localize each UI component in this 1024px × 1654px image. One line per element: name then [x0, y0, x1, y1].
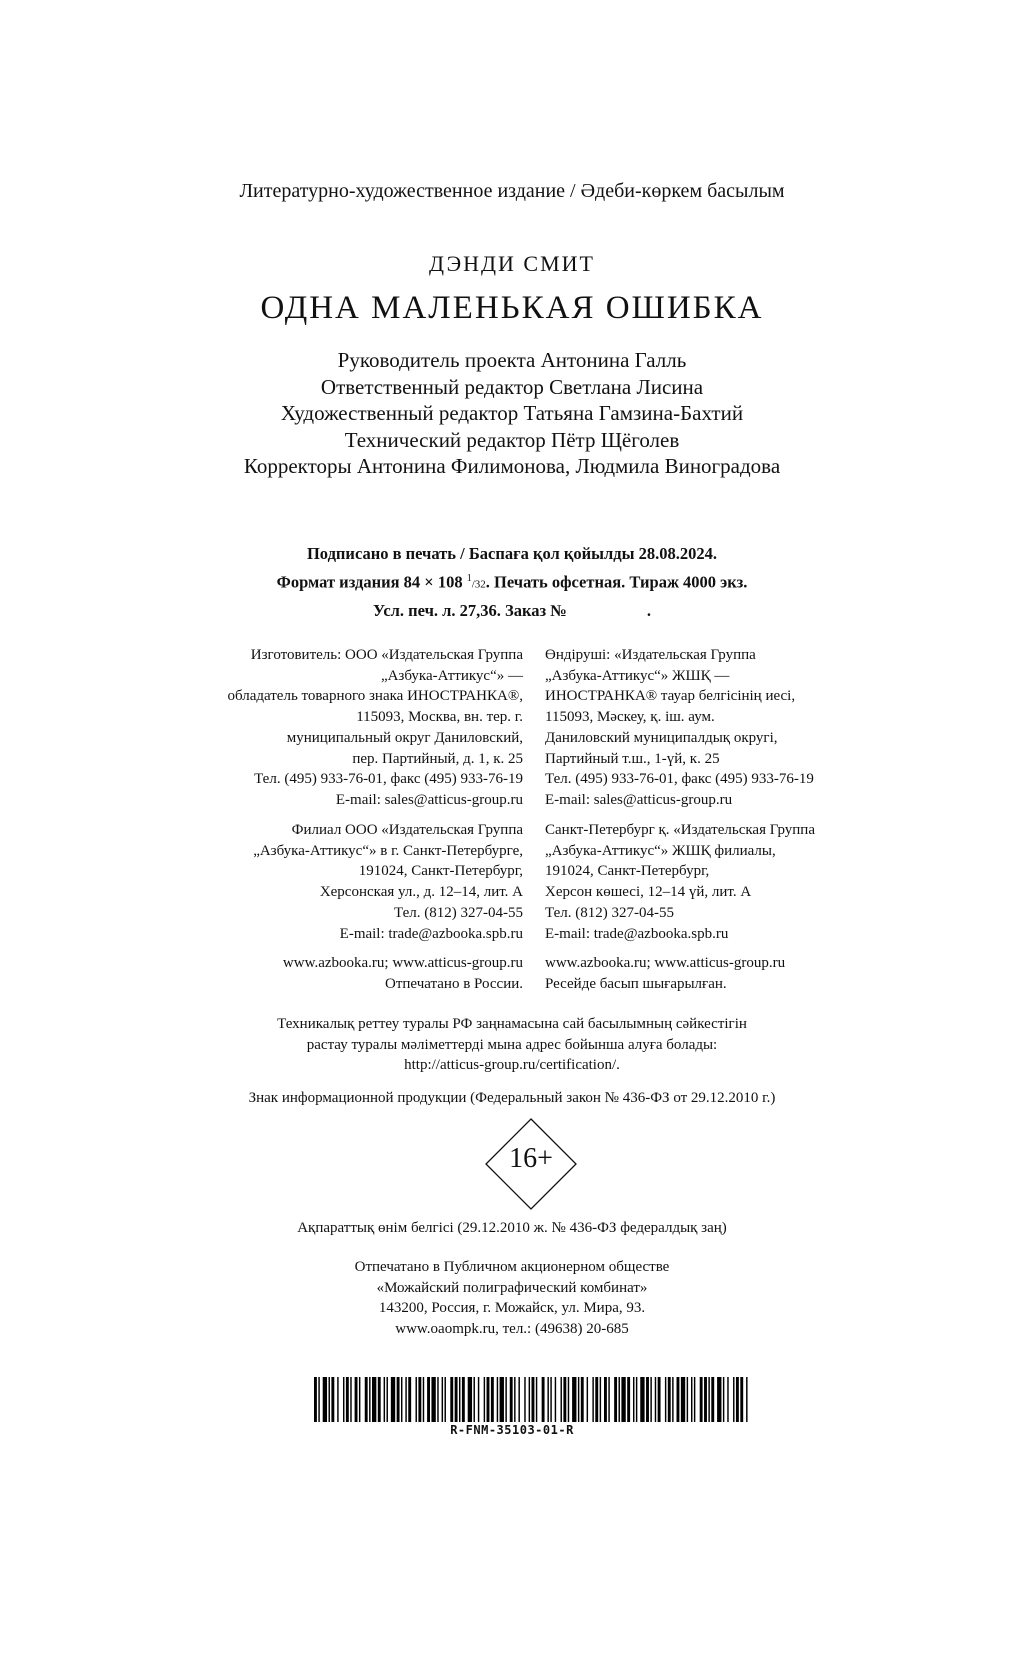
barcode-bar	[378, 1377, 381, 1422]
barcode-bar	[592, 1377, 593, 1422]
barcode-bar	[323, 1377, 327, 1422]
barcode-bar	[427, 1377, 430, 1422]
barcode-bar	[343, 1377, 344, 1422]
barcode-bar	[524, 1377, 525, 1422]
text-line: Ресейде басып шығарылған.	[545, 975, 727, 992]
barcode-bar	[391, 1377, 395, 1422]
text-line: E-mail: sales@atticus-group.ru	[335, 791, 523, 808]
barcode-bar	[314, 1377, 317, 1422]
barcode-bar	[727, 1377, 728, 1422]
barcode-bar	[462, 1377, 465, 1422]
barcode-bar	[633, 1377, 634, 1422]
text-line: Партийный т.ш., 1-үй, к. 25	[545, 750, 720, 767]
barcode-bar	[355, 1377, 358, 1422]
text-line: E-mail: trade@azbooka.spb.ru	[545, 925, 729, 942]
barcode-bar	[478, 1377, 479, 1422]
barcode-bar	[542, 1377, 545, 1422]
text-line: Тел. (812) 327-04-55	[545, 904, 674, 921]
barcode-bar	[387, 1377, 388, 1422]
text-line: „Азбука-Аттикус“» в г. Санкт-Петербурге,	[253, 842, 523, 859]
barcode-bar	[600, 1377, 601, 1422]
barcode-bar	[550, 1377, 551, 1422]
text-line: Херсон көшесі, 12–14 үй, лит. А	[545, 884, 752, 901]
barcode-bar	[500, 1377, 504, 1422]
barcode-bar	[621, 1377, 625, 1422]
text-line: „Азбука-Аттикус“» ЖШҚ филиалы,	[545, 842, 776, 859]
barcode-bar	[646, 1377, 649, 1422]
text-line: 191024, Санкт-Петербург,	[358, 863, 523, 880]
text-line: Өндіруші: «Издательская Группа	[545, 647, 756, 663]
barcode-bar	[636, 1377, 637, 1422]
barcode-bar	[711, 1377, 714, 1422]
barcode-bar	[329, 1377, 330, 1422]
text-line: 115093, Мәскеу, қ. іш. аум.	[545, 709, 715, 726]
barcode-bar	[468, 1377, 472, 1422]
print-info	[0, 541, 1024, 623]
printer-info	[0, 1257, 1024, 1340]
barcode-bar	[736, 1377, 739, 1422]
format-sup: 1	[466, 573, 472, 584]
text-line: Тел. (495) 933-76-01, факс (495) 933-76-19	[254, 771, 523, 788]
text-line: 191024, Санкт-Петербург,	[545, 863, 710, 880]
barcode-bar	[668, 1377, 671, 1422]
info-product-sign: Знак информационной продукции (Федеральный закон № 436-ФЗ от 29.12.2010 г.)	[248, 1090, 776, 1106]
barcode-bar	[318, 1377, 319, 1422]
barcode-bar	[746, 1377, 747, 1422]
text-line: Тел. (812) 327-04-55	[394, 904, 523, 921]
branch-kz	[545, 820, 815, 944]
text-line: растау туралы мәліметтерді мына адрес бойынша алуға болады:	[306, 1036, 718, 1053]
barcode-bar	[423, 1377, 424, 1422]
barcode-bar	[408, 1377, 411, 1422]
barcode-bar	[547, 1377, 548, 1422]
text-line: Изготовитель: ООО «Издательская Группа	[250, 647, 523, 663]
barcode-bar	[532, 1377, 535, 1422]
barcode-bar	[614, 1377, 617, 1422]
text-line: www.azbooka.ru; www.atticus-group.ru	[282, 955, 523, 971]
barcode-bar	[418, 1377, 421, 1422]
barcode-bar	[437, 1377, 438, 1422]
credit-line: Руководитель проекта Антонина Галль	[337, 348, 687, 372]
barcode-bar	[587, 1377, 588, 1422]
text-line: www.oaompk.ru, тел.: (49638) 20-685	[395, 1321, 629, 1338]
text-line: E-mail: trade@azbooka.spb.ru	[339, 925, 523, 942]
barcode-bar	[491, 1377, 494, 1422]
text-line: Тел. (495) 933-76-01, факс (495) 933-76-19	[545, 771, 814, 788]
barcode-bar	[687, 1377, 688, 1422]
text-line: www.azbooka.ru; www.atticus-group.ru	[545, 955, 786, 971]
barcode-bar	[510, 1377, 513, 1422]
barcode-bar	[733, 1377, 734, 1422]
age-rating-badge	[485, 1118, 577, 1210]
credit-line: Корректоры Антонина Филимонова, Людмила Виноградова	[243, 454, 781, 478]
barcode-bar	[655, 1377, 656, 1422]
barcode-bar	[369, 1377, 370, 1422]
text-line: „Азбука-Аттикус“» —	[380, 667, 523, 684]
barcode-bar	[581, 1377, 584, 1422]
barcode-bar	[700, 1377, 703, 1422]
barcode-bar	[497, 1377, 498, 1422]
barcode-bar	[459, 1377, 460, 1422]
barcode-bar	[561, 1377, 562, 1422]
web-ru	[283, 953, 523, 994]
barcode-bar	[704, 1377, 707, 1422]
barcode-bar	[555, 1377, 556, 1422]
manufacturer-kz	[545, 645, 814, 811]
barcode-bar	[619, 1377, 620, 1422]
barcode-bar	[677, 1377, 680, 1422]
barcode-bar	[518, 1377, 519, 1422]
text-line: Отпечатано в России.	[385, 975, 523, 992]
barcode-bar	[442, 1377, 443, 1422]
barcode-icon	[312, 1377, 752, 1422]
barcode-bar	[337, 1377, 338, 1422]
manufacturer-ru	[227, 645, 523, 811]
barcode-bar	[514, 1377, 515, 1422]
credit-line: Ответственный редактор Светлана Лисина	[320, 374, 704, 399]
barcode-bar	[708, 1377, 709, 1422]
text-line: Техникалық реттеу туралы РФ заңнамасына сай басылымның сәйкестігін	[277, 1016, 747, 1032]
barcode-bar	[529, 1377, 530, 1422]
format-line	[0, 566, 1024, 598]
barcode-bar	[672, 1377, 673, 1422]
order-label: Усл. печ. л. 27,36. Заказ №	[373, 600, 567, 620]
text-line: Филиал ООО «Издательская Группа	[291, 822, 523, 838]
credit-line: Художественный редактор Татьяна Гамзина-Бахтий	[280, 401, 744, 425]
text-line: ИНОСТРАНКА® тауар белгісінің иесі,	[545, 688, 796, 705]
barcode-bar	[691, 1377, 692, 1422]
barcode-bar	[365, 1377, 368, 1422]
certification-note	[0, 1014, 1024, 1076]
order-end: .	[646, 600, 651, 620]
format-sub: /32	[471, 578, 486, 591]
text-line: E-mail: sales@atticus-group.ru	[545, 791, 733, 808]
info-product-sign-kz: Ақпараттық өнім белгісі (29.12.2010 ж. № 436-ФЗ федералдық заң)	[297, 1220, 727, 1236]
barcode-bar	[717, 1377, 721, 1422]
barcode-bar	[665, 1377, 666, 1422]
barcode-bar	[405, 1377, 406, 1422]
barcode-bar	[604, 1377, 607, 1422]
barcode-bar	[595, 1377, 598, 1422]
barcode-bar	[397, 1377, 400, 1422]
barcode-bar	[505, 1377, 506, 1422]
credits-block	[0, 347, 1024, 480]
barcode-bar	[694, 1377, 695, 1422]
text-line: 115093, Москва, вн. тер. г.	[356, 709, 523, 726]
branch-ru	[253, 820, 523, 944]
text-line: 143200, Россия, г. Можайск, ул. Мира, 93.	[378, 1300, 646, 1317]
barcode-caption: R-FNM-35103-01-R	[450, 1423, 574, 1437]
barcode-bar	[536, 1377, 537, 1422]
format-prefix: Формат издания 84 × 108	[276, 572, 467, 592]
barcode-bar	[640, 1377, 644, 1422]
barcode-bar	[359, 1377, 360, 1422]
barcode-bar	[450, 1377, 453, 1422]
barcode-bar	[445, 1377, 446, 1422]
barcode-bar	[572, 1377, 576, 1422]
barcode-bar	[568, 1377, 569, 1422]
text-line: Отпечатано в Публичном акционерном обществе	[354, 1259, 670, 1275]
text-line: http://atticus-group.ru/certification/.	[404, 1057, 620, 1074]
barcode-bar	[346, 1377, 349, 1422]
text-line: Санкт-Петербург қ. «Издательская Группа	[545, 822, 815, 838]
credit-line: Технический редактор Пётр Щёголев	[344, 427, 680, 452]
barcode-bar	[474, 1377, 475, 1422]
text-line: обладатель товарного знака ИНОСТРАНКА®,	[227, 688, 523, 705]
barcode-bar	[681, 1377, 685, 1422]
barcode-bar	[384, 1377, 385, 1422]
barcode-bar	[563, 1377, 566, 1422]
age-rating-label: 16+	[509, 1143, 553, 1174]
barcode-bar	[401, 1377, 402, 1422]
barcode-bar	[484, 1377, 485, 1422]
barcode-bar	[455, 1377, 458, 1422]
book-title: ОДНА МАЛЕНЬКАЯ ОШИБКА	[260, 290, 764, 326]
barcode-bar	[723, 1377, 724, 1422]
text-line: Даниловский муниципалдық округі,	[545, 729, 778, 746]
web-kz	[545, 953, 785, 994]
text-line: «Можайский полиграфический комбинат»	[376, 1279, 648, 1296]
barcode-bar	[350, 1377, 351, 1422]
barcode-bar	[431, 1377, 435, 1422]
book-author: ДЭНДИ СМИТ	[429, 251, 595, 276]
barcode-bar	[578, 1377, 579, 1422]
barcode-bar	[740, 1377, 743, 1422]
format-suffix: . Печать офсетная. Тираж 4000 экз.	[485, 572, 748, 592]
text-line: „Азбука-Аттикус“» ЖШҚ —	[545, 667, 730, 684]
edition-type: Литературно-художественное издание / Әдеби-көркем басылым	[239, 180, 785, 202]
text-line: муниципальный округ Даниловский,	[286, 729, 523, 746]
barcode-bar	[331, 1377, 334, 1422]
barcode-bar	[650, 1377, 651, 1422]
barcode-bar	[658, 1377, 661, 1422]
barcode-bar	[372, 1377, 376, 1422]
barcode-bar	[627, 1377, 630, 1422]
signed-for-print: Подписано в печать / Баспаға қол қойылды 28.08.2024.	[306, 544, 718, 563]
barcode-bar	[416, 1377, 417, 1422]
text-line: пер. Партийный, д. 1, к. 25	[352, 750, 523, 767]
barcode-bar	[487, 1377, 490, 1422]
barcode-bar	[608, 1377, 609, 1422]
text-line: Херсонская ул., д. 12–14, лит. А	[319, 884, 523, 901]
order-line	[0, 598, 1024, 623]
